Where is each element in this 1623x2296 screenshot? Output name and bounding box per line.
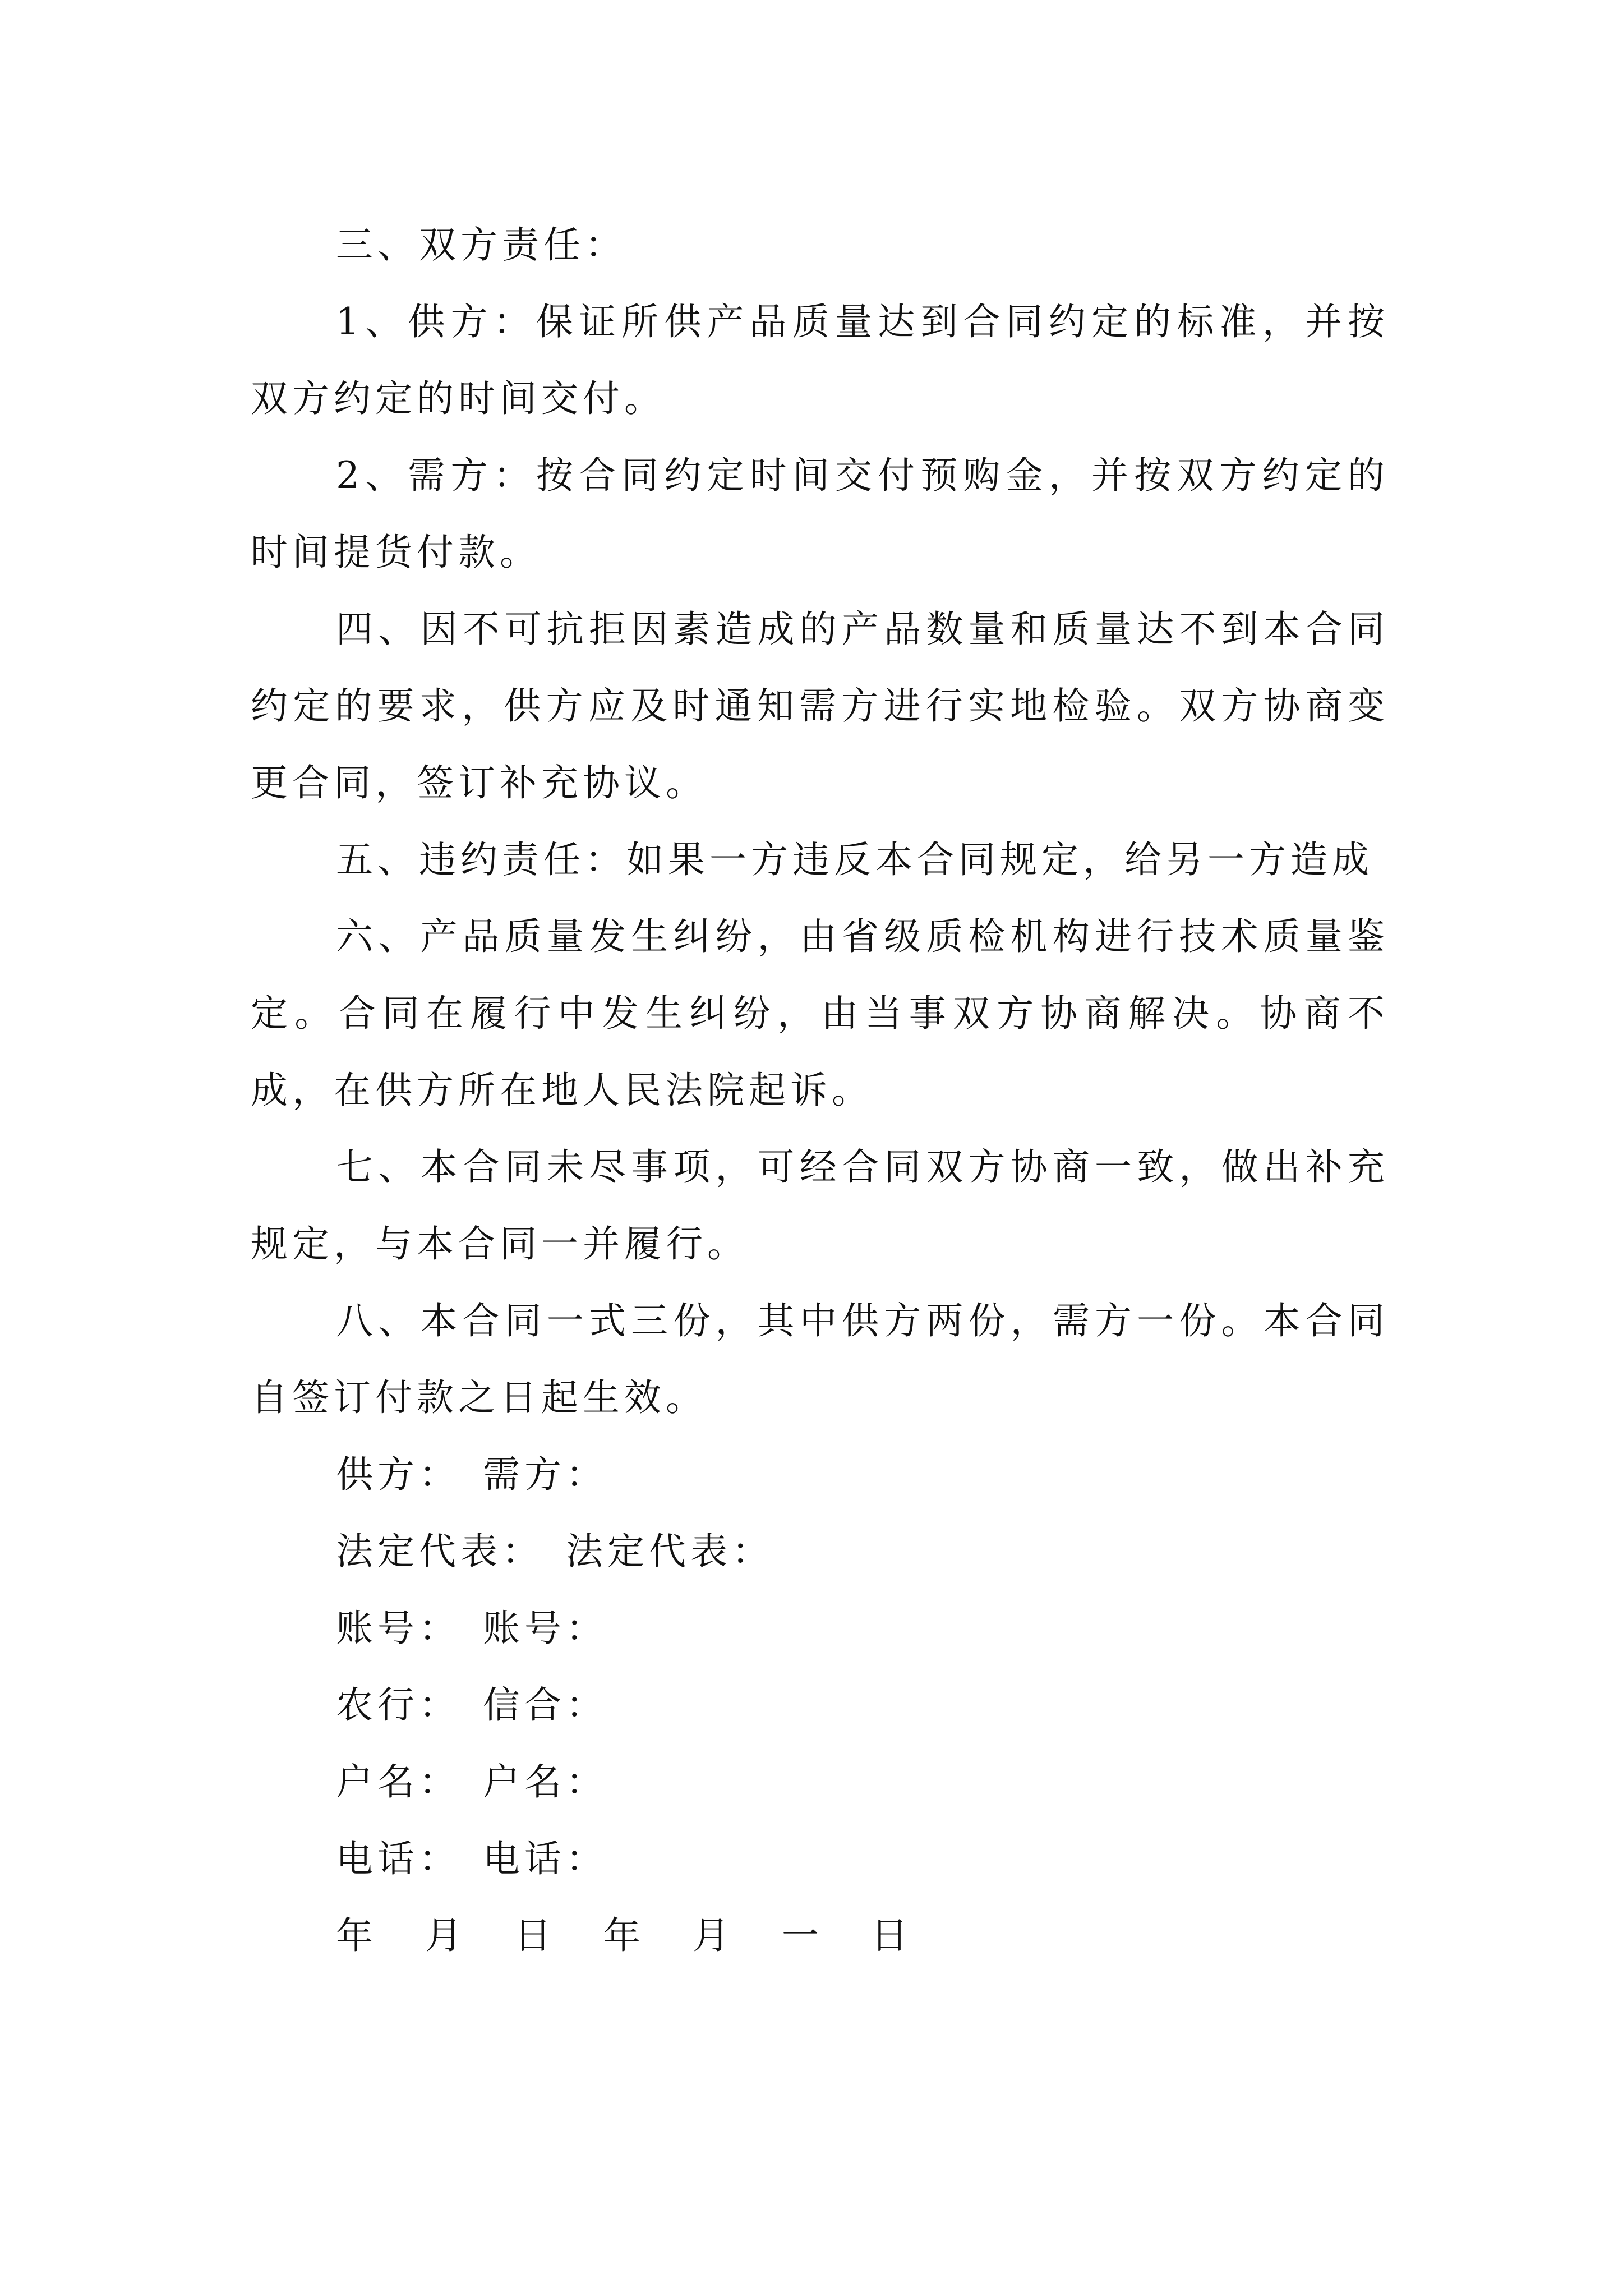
- contract-body: [251, 206, 1389, 1974]
- buyer-account-name-label: 户名：: [483, 1760, 607, 1803]
- signature-row-representative: [251, 1513, 1389, 1590]
- date-day-2: 日: [870, 1914, 908, 1957]
- date-dash: 一: [781, 1914, 819, 1957]
- buyer-account-label: 账号：: [483, 1607, 607, 1650]
- signature-row-account: [251, 1590, 1389, 1667]
- buyer-bank-label: 信合：: [483, 1683, 607, 1727]
- clause-5: 五、违约责任：如果一方违反本合同规定，给另一方造成: [336, 838, 1373, 881]
- clause-8: 八、本合同一式三份，其中供方两份，需方一份。本合同自签订付款之日起生效。: [251, 1299, 1389, 1419]
- date-row: [251, 1897, 1389, 1974]
- supplier-label: 供方：: [336, 1453, 460, 1496]
- supplier-representative-label: 法定代表：: [336, 1530, 543, 1573]
- supplier-account-label: 账号：: [336, 1607, 460, 1650]
- buyer-representative-label: 法定代表：: [566, 1530, 773, 1573]
- clause-6: 六、产品质量发生纠纷，由省级质检机构进行技术质量鉴定。合同在履行中发生纠纷，由当事双方协商解决。协商不成，在供方所在地人民法院起诉。: [251, 915, 1389, 1112]
- clause-7: 七、本合同未尽事项，可经合同双方协商一致，做出补充规定，与本合同一并履行。: [251, 1145, 1389, 1266]
- signature-row-bank: [251, 1667, 1389, 1743]
- date-year-1: 年: [336, 1914, 373, 1957]
- buyer-phone-label: 电话：: [483, 1837, 607, 1880]
- supplier-bank-label: 农行：: [336, 1683, 460, 1727]
- buyer-label: 需方：: [483, 1453, 607, 1496]
- signature-row-account-name: [251, 1743, 1389, 1820]
- date-year-2: 年: [603, 1914, 640, 1957]
- clause-3-title: 三、双方责任：: [336, 223, 626, 266]
- clause-4: 四、因不可抗拒因素造成的产品数量和质量达不到本合同约定的要求，供方应及时通知需方进行实地检验。双方协商变更合同，签订补充协议。: [251, 608, 1389, 804]
- clause-3-item-2: 2、需方：按合同约定时间交付预购金，并按双方约定的时间提货付款。: [251, 454, 1389, 574]
- supplier-account-name-label: 户名：: [336, 1760, 460, 1803]
- date-day-1: 日: [514, 1914, 551, 1957]
- date-month-2: 月: [692, 1914, 730, 1957]
- signature-row-phone: [251, 1820, 1389, 1897]
- signature-row-party: [251, 1436, 1389, 1513]
- supplier-phone-label: 电话：: [336, 1837, 460, 1880]
- clause-3-item-1: 1、供方：保证所供产品质量达到合同约定的标准，并按双方约定的时间交付。: [251, 300, 1389, 420]
- date-month-1: 月: [425, 1914, 462, 1957]
